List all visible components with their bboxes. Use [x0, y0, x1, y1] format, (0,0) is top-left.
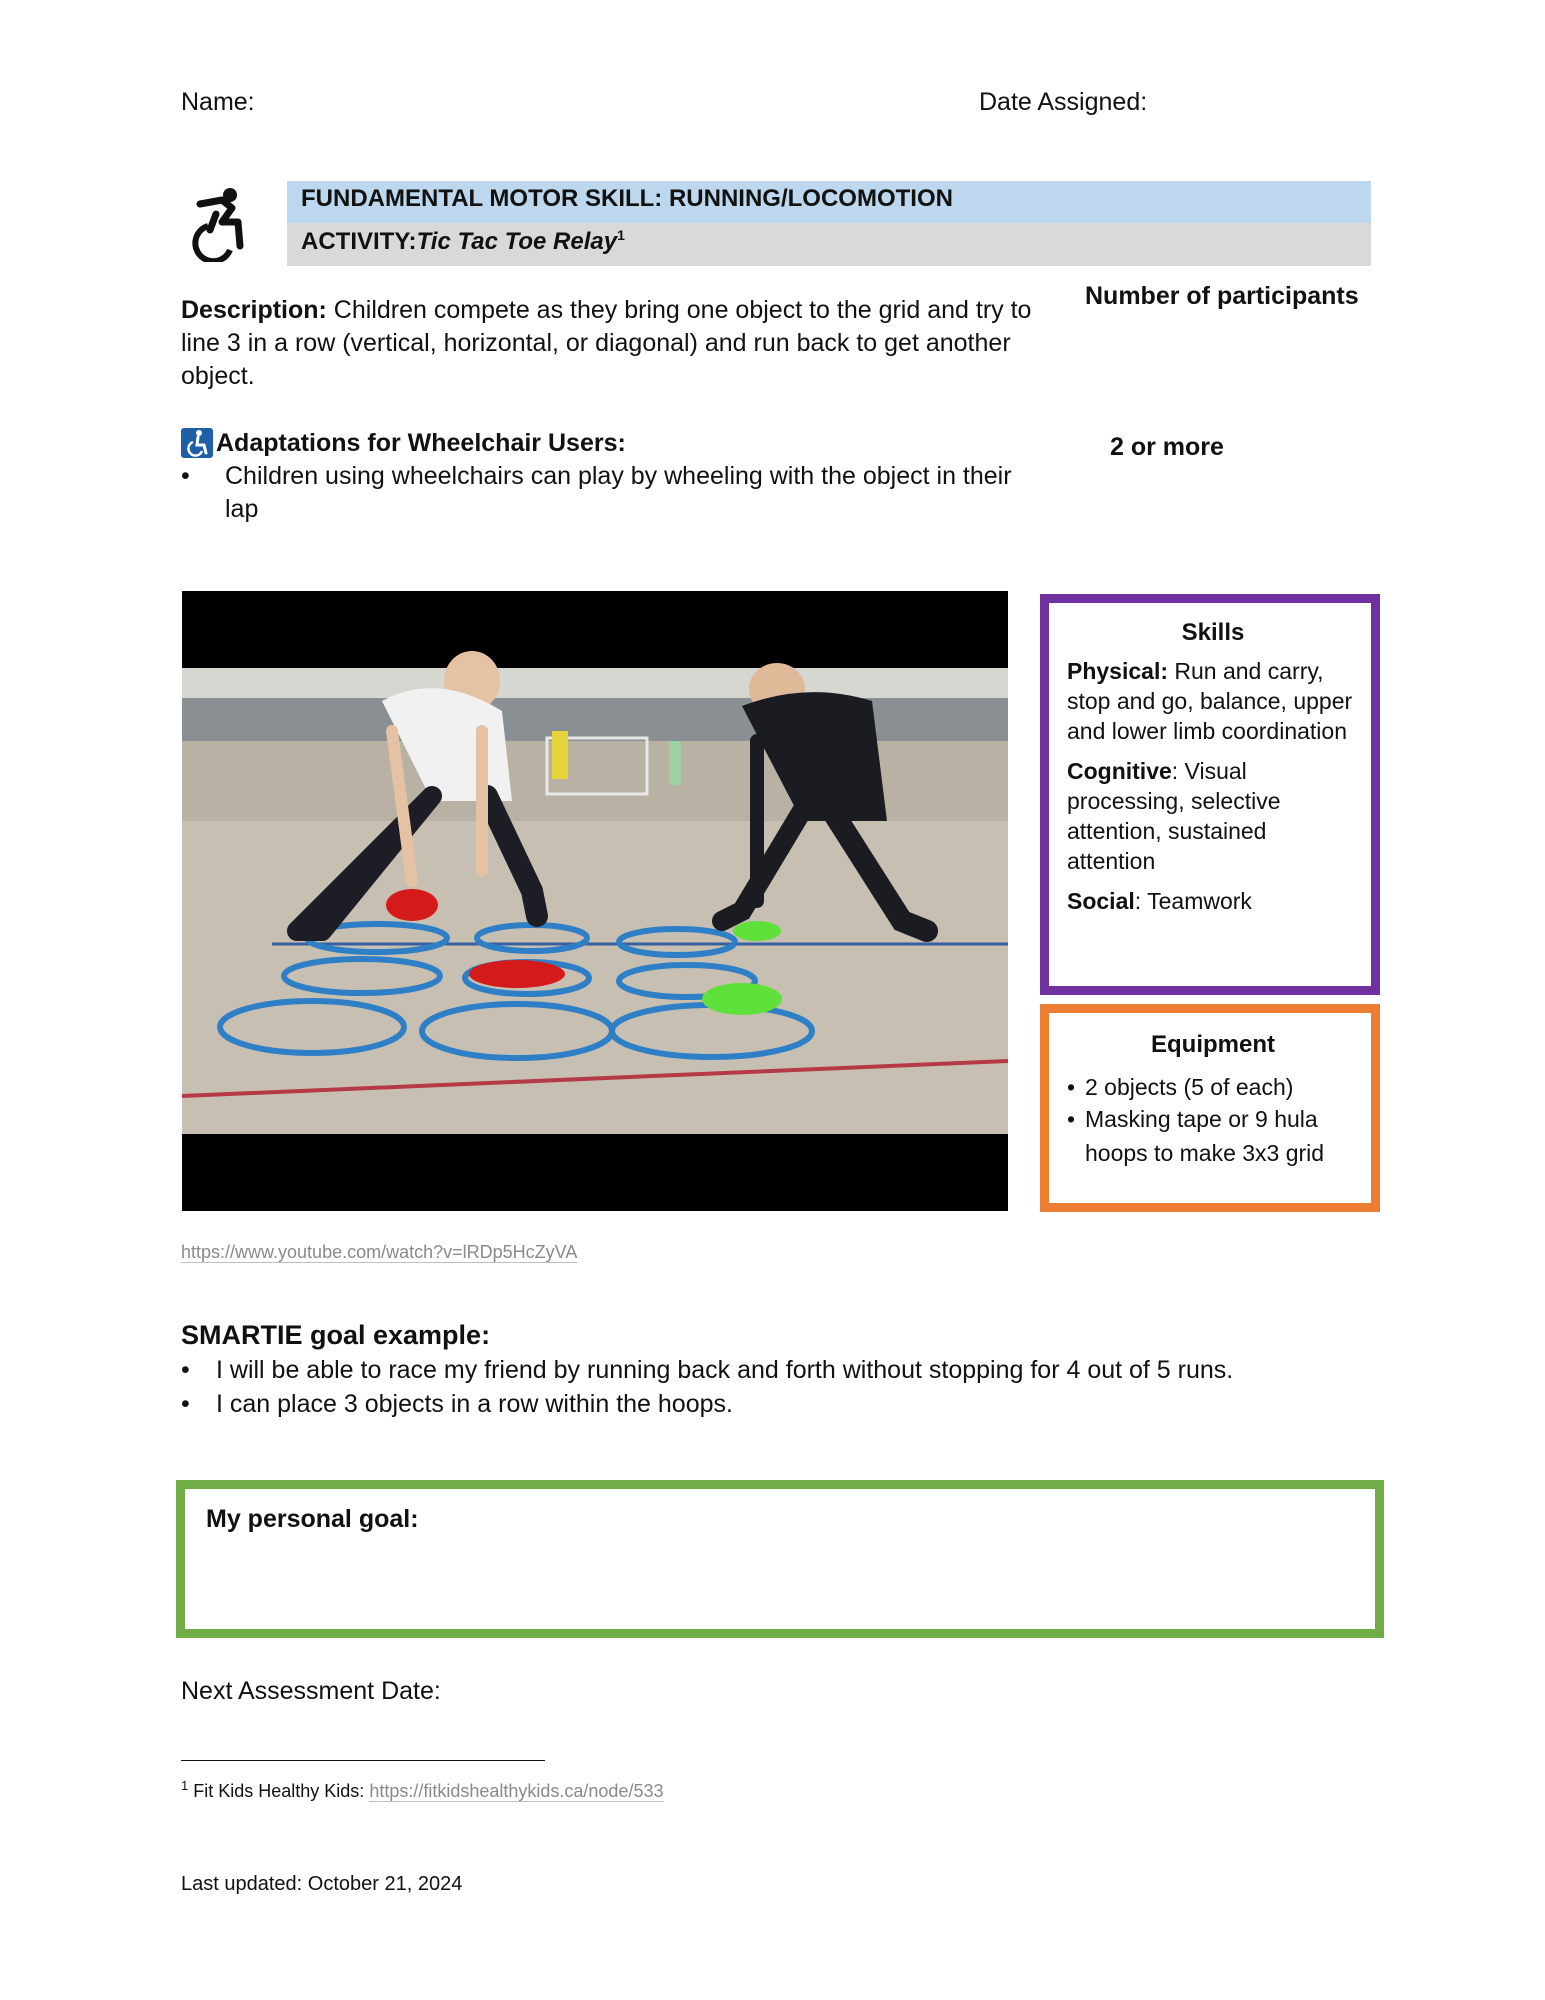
skills-title: Skills — [1181, 619, 1245, 646]
participants-value: 2 or more — [1110, 433, 1224, 461]
smartie-item: I will be able to race my friend by running back and forth without stopping for 4 out of 5 runs. — [216, 1356, 1234, 1384]
next-assessment-label: Next Assessment Date: — [181, 1677, 441, 1705]
equipment-box — [1040, 1004, 1380, 1212]
adaptation-item: Children using wheelchairs can play by wheeling with the object in their lap — [225, 462, 1012, 523]
wheelchair-active-icon — [186, 186, 250, 262]
name-label: Name: — [181, 88, 255, 116]
skills-box — [1040, 594, 1380, 995]
smartie-title: SMARTIE goal example: — [181, 1320, 491, 1350]
footnote: $^1$ Fit Kids Healthy Kids: https://fitkidshealthykids.ca/node/533 — [181, 1778, 664, 1801]
footnote-divider — [181, 1760, 545, 1761]
accessible-icon — [181, 428, 213, 458]
personal-goal-label: My personal goal: — [206, 1505, 419, 1533]
smartie-bullet: • — [181, 1390, 190, 1418]
description: Description: Children compete as they bring one object to the grid and try to line 3 in a row (vertical, horizontal, or diagonal) and run back to get another object. — [181, 296, 1032, 390]
date-assigned-label: Date Assigned: — [979, 88, 1148, 116]
skills-social: Social: Teamwork — [1067, 888, 1252, 914]
equipment-item: • Masking tape or 9 hula hoops to make 3x3 grid — [1067, 1106, 1325, 1166]
equipment-item: • 2 objects (5 of each) — [1067, 1074, 1294, 1100]
activity-title: ACTIVITY:Tic Tac Toe Relay$^1$ — [301, 227, 625, 255]
skills-physical: Physical: Run and carry, stop and go, balance, upper and lower limb coordination — [1067, 658, 1353, 744]
smartie-bullet: • — [181, 1356, 190, 1384]
personal-goal-box[interactable] — [176, 1480, 1384, 1638]
last-updated: Last updated: October 21, 2024 — [181, 1873, 463, 1895]
video-link[interactable]: https://www.youtube.com/watch?v=lRDp5HcZyVA — [181, 1242, 578, 1262]
participants-label: Number of participants — [1085, 282, 1359, 310]
activity-title-bar — [287, 223, 1371, 266]
adaptations-bullet: • — [181, 462, 190, 490]
skills-cognitive: Cognitive: Visual processing, selective attention, sustained attention — [1067, 758, 1281, 874]
smartie-item: I can place 3 objects in a row within the hoops. — [216, 1390, 733, 1418]
skill-title: FUNDAMENTAL MOTOR SKILL: RUNNING/LOCOMOTION — [301, 185, 953, 212]
equipment-title: Equipment — [1151, 1031, 1275, 1058]
skill-title-bar — [287, 181, 1371, 223]
video-thumbnail[interactable] — [182, 591, 1008, 1211]
adaptations-title: Adaptations for Wheelchair Users: — [216, 429, 626, 457]
footnote-link[interactable]: https://fitkidshealthykids.ca/node/533 — [369, 1781, 664, 1801]
